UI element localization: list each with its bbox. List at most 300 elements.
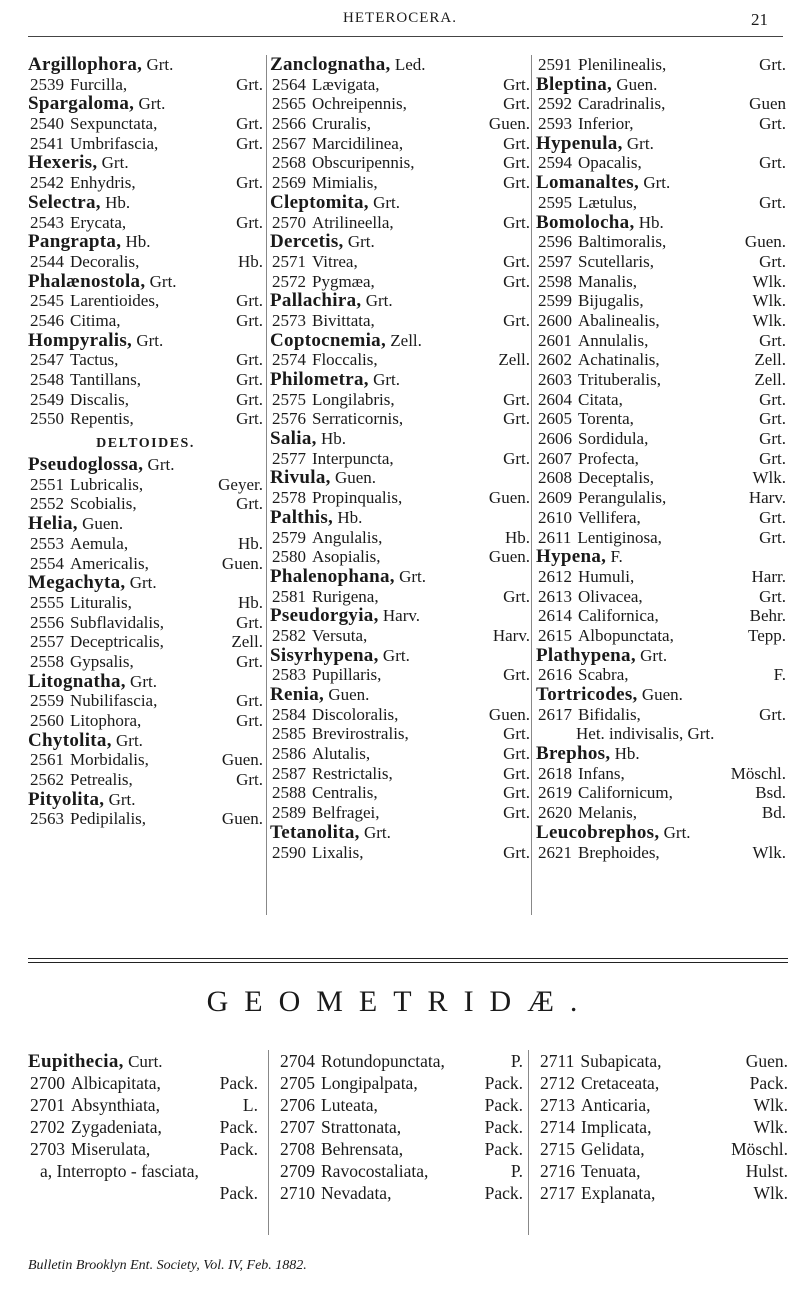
species-number: 2544	[30, 251, 64, 271]
species-entry	[278, 1050, 523, 1072]
species-name: Deceptricalis,	[70, 632, 164, 652]
species-number: 2554	[30, 553, 64, 573]
species-name: Implicata,	[581, 1117, 652, 1137]
genus-heading	[270, 55, 530, 75]
species-entry	[538, 1072, 788, 1094]
species-author: Grt.	[759, 192, 786, 212]
species-number: 2712	[540, 1073, 575, 1093]
species-author: Hulst.	[745, 1161, 788, 1181]
species-number: 2558	[30, 651, 64, 671]
species-entry	[536, 350, 786, 370]
species-number: 2596	[538, 232, 572, 252]
species-name: Brephoides,	[578, 842, 660, 862]
genus-author: Hb.	[614, 744, 640, 764]
species-name: Opacalis,	[578, 153, 642, 173]
species-name: Humuli,	[578, 566, 635, 586]
species-name: Albopunctata,	[578, 625, 674, 645]
species-number: 2588	[272, 783, 306, 803]
species-name: Luteata,	[321, 1095, 378, 1115]
species-number: 2557	[30, 632, 64, 652]
genus-heading	[270, 291, 530, 311]
genus-heading	[28, 731, 263, 751]
species-entry	[536, 606, 786, 626]
species-number: 2553	[30, 533, 64, 553]
species-number: 2539	[30, 74, 64, 94]
species-entry	[270, 803, 530, 823]
genus-heading	[270, 232, 530, 252]
species-author: Grt.	[236, 612, 263, 632]
species-entry	[536, 153, 786, 173]
species-number: 2700	[30, 1073, 65, 1093]
species-author: Grt.	[503, 409, 530, 429]
species-entry	[536, 390, 786, 410]
species-author: Grt.	[759, 114, 786, 134]
species-author: Harv.	[748, 488, 786, 508]
species-name: Ravocostaliata,	[321, 1161, 429, 1181]
species-number: 2603	[538, 370, 572, 389]
genus-author: Grt.	[149, 271, 177, 291]
species-name: Atrilineella,	[312, 212, 394, 232]
genus-name: Chytolita,	[28, 730, 112, 751]
species-number: 2710	[280, 1183, 315, 1203]
species-name: Subapicata,	[580, 1051, 662, 1071]
species-author: Zell.	[754, 370, 786, 389]
species-number: 2704	[280, 1051, 315, 1071]
species-author: Zell.	[754, 350, 786, 370]
genus-name: Brephos,	[536, 744, 611, 764]
species-entry	[28, 311, 263, 331]
geometridae-checklist	[28, 1050, 788, 1240]
genus-heading	[270, 331, 530, 351]
species-name: Abalinealis,	[578, 310, 660, 330]
species-entry	[270, 350, 530, 370]
species-entry	[536, 370, 786, 390]
genus-heading	[536, 75, 786, 95]
species-entry	[270, 626, 530, 646]
species-author: Grt.	[236, 74, 263, 94]
genus-heading	[270, 567, 530, 587]
species-author: Tepp.	[748, 625, 786, 645]
genus-name: Salia,	[270, 429, 317, 449]
species-name: Scutellaris,	[578, 251, 655, 271]
species-entry	[536, 508, 786, 528]
genus-name: Selectra,	[28, 192, 101, 213]
species-number: 2620	[538, 803, 572, 823]
species-name: Infans,	[578, 763, 625, 783]
species-name: Scobialis,	[70, 494, 137, 514]
genus-name: Megachyta,	[28, 573, 126, 593]
species-author: Hb.	[237, 251, 263, 271]
species-name: Angulalis,	[312, 527, 383, 547]
column-2	[270, 55, 530, 862]
species-number: 2602	[538, 350, 572, 370]
species-name: Sordidula,	[578, 429, 649, 449]
species-name: Marcidilinea,	[312, 133, 404, 153]
genus-author: Hb.	[337, 507, 363, 527]
species-entry	[536, 468, 786, 488]
species-author: Grt.	[503, 74, 530, 94]
genus-author: Grt.	[373, 192, 400, 212]
species-entry	[536, 488, 786, 508]
genus-heading	[28, 672, 263, 692]
running-head	[0, 8, 800, 34]
species-entry	[270, 311, 530, 331]
genus-name: Rivula,	[270, 468, 331, 489]
genus-heading	[270, 685, 530, 705]
species-number: 2600	[538, 310, 572, 330]
species-number: 2701	[30, 1095, 65, 1115]
species-author: Guen.	[488, 547, 530, 567]
species-name: Nubilifascia,	[70, 691, 158, 711]
species-entry	[538, 1138, 788, 1160]
species-author: Grt.	[759, 153, 786, 173]
species-author: Grt.	[503, 586, 530, 606]
species-entry	[28, 632, 263, 652]
species-number: 2599	[538, 291, 572, 311]
species-name: Lætulus,	[578, 192, 638, 212]
species-number: 2592	[538, 94, 572, 114]
genus-name: Dercetis,	[270, 232, 344, 252]
genus-author: Grt.	[382, 645, 410, 665]
genus-name: Tortricodes,	[536, 685, 638, 705]
genus-name: Phalenophana,	[270, 566, 395, 587]
genus-author: Guen.	[328, 685, 370, 704]
genus-name: Phalænostola,	[28, 271, 146, 292]
species-entry	[28, 252, 263, 272]
species-entry	[270, 587, 530, 607]
species-entry	[270, 252, 530, 272]
species-number: 2613	[538, 586, 572, 606]
species-name: Californicum,	[578, 783, 673, 803]
species-number: 2578	[272, 488, 306, 508]
species-author: Pack.	[484, 1139, 523, 1159]
species-author: Bsd.	[755, 783, 786, 803]
genus-author: Grt.	[363, 822, 391, 842]
species-author: Harv.	[492, 625, 530, 645]
species-number: 2566	[272, 114, 306, 134]
species-author: Grt.	[503, 94, 530, 114]
species-author: Grt.	[503, 153, 530, 173]
genus-name: Philometra,	[270, 370, 369, 390]
species-entry	[270, 75, 530, 95]
species-name: Annulalis,	[578, 330, 649, 350]
species-name: Citata,	[578, 389, 623, 409]
species-entry	[270, 153, 530, 173]
species-number: 2615	[538, 625, 572, 645]
species-number: 2576	[272, 409, 306, 429]
species-number: 2559	[30, 691, 64, 711]
species-author: Wlk.	[752, 271, 786, 291]
species-number: 2617	[538, 704, 572, 724]
species-name: Citima,	[70, 310, 121, 330]
species-author: Grt.	[236, 212, 263, 232]
species-entry	[536, 449, 786, 469]
species-number: 2572	[272, 271, 306, 291]
genus-author: Grt.	[108, 789, 136, 809]
genus-author: Grt.	[101, 153, 129, 173]
species-number: 2589	[272, 803, 306, 823]
species-author: Grt.	[236, 370, 263, 389]
species-author: Grt.	[236, 114, 263, 134]
species-entry	[270, 449, 530, 469]
genus-heading	[270, 508, 530, 528]
species-entry	[270, 272, 530, 292]
bottom-column-1	[28, 1050, 258, 1204]
species-author: Grt.	[503, 389, 530, 409]
species-entry	[28, 114, 263, 134]
species-number: 2564	[272, 74, 306, 94]
species-author: Guen.	[221, 553, 263, 573]
species-number: 2570	[272, 212, 306, 232]
genus-heading	[28, 514, 263, 534]
species-entry	[270, 547, 530, 567]
species-name: Ochreipennis,	[312, 94, 407, 114]
genus-author: Grt.	[365, 291, 393, 311]
species-name: Aemula,	[70, 533, 129, 553]
species-number: 2706	[280, 1095, 315, 1115]
genus-name: Hexeris,	[28, 153, 98, 174]
species-entry	[270, 764, 530, 784]
genus-author: Guen.	[334, 468, 377, 488]
species-author: Grt.	[759, 704, 786, 724]
species-author: Grt.	[236, 651, 263, 671]
genus-name: Palthis,	[270, 507, 334, 528]
species-name: Umbrifascia,	[70, 133, 159, 153]
species-number: 2618	[538, 763, 572, 783]
genus-author: Grt.	[663, 822, 691, 842]
species-number: 2583	[272, 665, 306, 685]
genus-heading	[536, 213, 786, 233]
genus-heading	[270, 468, 530, 488]
species-entry	[270, 213, 530, 233]
species-author: Wlk.	[752, 842, 786, 862]
species-name: Perangulalis,	[578, 488, 667, 508]
genus-name: Argillophora,	[28, 55, 143, 75]
species-name: Tantillans,	[70, 370, 142, 389]
species-name: Lubricalis,	[70, 474, 144, 494]
genus-name: Bomolocha,	[536, 212, 635, 233]
species-number: 2605	[538, 409, 572, 429]
species-entry	[536, 114, 786, 134]
species-author: Grt.	[503, 803, 530, 823]
genus-author: Grt.	[130, 671, 157, 691]
species-author: Grt.	[503, 310, 530, 330]
genus-heading	[270, 429, 530, 449]
species-author: Behr.	[749, 606, 786, 626]
genus-author: Grt.	[138, 94, 166, 114]
species-author: Guen.	[745, 1051, 788, 1071]
species-author: Pack.	[219, 1073, 258, 1093]
species-number: 2616	[538, 665, 572, 685]
species-author: Grt.	[236, 691, 263, 711]
species-name: Vellifera,	[578, 507, 641, 527]
species-name: Enhydris,	[70, 173, 136, 193]
genus-author: Grt.	[373, 370, 400, 389]
continuation-line: Het. indivisalis, Grt.	[576, 724, 715, 744]
species-number: 2604	[538, 389, 572, 409]
species-entry	[536, 665, 786, 685]
species-number: 2703	[30, 1139, 65, 1159]
species-author: P.	[510, 1161, 523, 1181]
species-entry	[270, 705, 530, 725]
species-author: Grt.	[759, 527, 786, 547]
species-author: Pack.	[219, 1139, 258, 1159]
species-entry	[28, 1094, 258, 1116]
species-entry	[28, 613, 263, 633]
genus-heading	[270, 646, 530, 666]
species-entry	[536, 783, 786, 803]
species-name: Erycata,	[70, 212, 127, 232]
genus-name: Pityolita,	[28, 789, 105, 810]
genus-author: Grt.	[347, 232, 375, 252]
species-name: Rurigena,	[312, 586, 379, 606]
species-author: Grt.	[236, 711, 263, 730]
genus-heading	[270, 606, 530, 626]
species-entry	[28, 534, 263, 554]
genus-name: Cleptomita,	[270, 192, 369, 213]
genus-author: Hb.	[105, 192, 131, 212]
genus-name: Pallachira,	[270, 291, 362, 311]
species-number: 2585	[272, 724, 306, 744]
species-author: Guen.	[488, 488, 530, 508]
genus-name: Renia,	[270, 685, 325, 705]
species-author: Guen.	[221, 809, 263, 829]
genus-name: Hompyralis,	[28, 330, 133, 351]
genus-heading	[536, 646, 786, 666]
species-author: Grt.	[503, 133, 530, 153]
species-author: Möschl.	[731, 1139, 788, 1159]
genus-heading	[270, 193, 530, 213]
species-author: Grt.	[503, 783, 530, 803]
species-entry	[538, 1094, 788, 1116]
species-entry	[536, 272, 786, 292]
species-entry	[28, 554, 263, 574]
species-number: 2601	[538, 330, 572, 350]
species-author: Guen	[749, 94, 786, 114]
species-entry	[28, 1138, 258, 1160]
species-number: 2574	[272, 350, 306, 370]
species-entry	[28, 494, 263, 514]
species-name: Floccalis,	[312, 350, 378, 370]
species-entry	[536, 803, 786, 823]
genus-author: Guen.	[641, 685, 683, 704]
header-rule	[28, 36, 783, 37]
species-author: Grt.	[759, 507, 786, 527]
genus-heading	[28, 94, 263, 114]
genus-name: Zanclognatha,	[270, 55, 391, 75]
species-author: Pack.	[484, 1073, 523, 1093]
species-author: Grt.	[503, 251, 530, 271]
species-number: 2594	[538, 153, 572, 173]
species-author: Grt.	[236, 173, 263, 193]
species-entry	[536, 626, 786, 646]
species-entry	[270, 783, 530, 803]
species-author: Grt.	[503, 212, 530, 232]
species-author: Grt.	[503, 744, 530, 764]
species-name: Morbidalis,	[70, 750, 149, 770]
genus-name: Tetanolita,	[270, 822, 360, 843]
species-number: 2614	[538, 606, 572, 626]
column-divider	[531, 55, 532, 915]
species-author: Grt.	[503, 448, 530, 468]
species-entry	[28, 1072, 258, 1094]
genus-author: F.	[610, 547, 623, 567]
genus-author: Guen.	[82, 514, 124, 534]
species-name: Repentis,	[70, 409, 134, 429]
species-author: Pack.	[749, 1073, 788, 1093]
species-name: Deceptalis,	[578, 468, 654, 488]
species-entry	[278, 1116, 523, 1138]
species-number: 2587	[272, 763, 306, 783]
species-entry	[270, 528, 530, 548]
species-number: 2540	[30, 114, 64, 134]
species-author: Guen.	[488, 704, 530, 724]
journal-citation: Bulletin Brooklyn Ent. Society, Vol. IV, Feb. 1882.	[28, 1258, 307, 1273]
species-name: Asopialis,	[312, 547, 381, 567]
genus-author: Grt.	[146, 55, 174, 74]
genus-heading	[28, 232, 263, 252]
genus-name: Lomanaltes,	[536, 173, 640, 193]
species-number: 2586	[272, 744, 306, 764]
species-author: Wlk.	[753, 1183, 788, 1203]
species-number: 2612	[538, 566, 572, 586]
genus-heading	[28, 153, 263, 173]
species-number: 2584	[272, 704, 306, 724]
species-number: 2579	[272, 527, 306, 547]
genus-heading	[536, 685, 786, 705]
genus-heading	[536, 547, 786, 567]
species-name: Zygadeniata,	[71, 1117, 162, 1137]
species-entry	[28, 291, 263, 311]
species-name: Anticaria,	[581, 1095, 651, 1115]
genus-author: Harv.	[382, 606, 421, 626]
genus-heading	[28, 193, 263, 213]
section-divider	[28, 958, 788, 959]
running-title: HETEROCERA.	[343, 10, 457, 26]
species-name: Belfragei,	[312, 803, 380, 823]
species-number: 2621	[538, 842, 572, 862]
species-author: Möschl.	[730, 763, 786, 783]
species-entry	[278, 1072, 523, 1094]
genus-name: Litognatha,	[28, 671, 126, 692]
genus-name: Bleptina,	[536, 74, 613, 95]
species-name: Olivacea,	[578, 586, 643, 606]
genus-author: Grt.	[640, 645, 668, 665]
species-number: 2568	[272, 153, 306, 173]
species-name: Profecta,	[578, 448, 639, 468]
genus-name: Pseudorgyia,	[270, 606, 379, 626]
genus-heading	[28, 331, 263, 351]
species-number: 2569	[272, 173, 306, 193]
species-name: Baltimoralis,	[578, 232, 667, 252]
species-name: Plenilinealis,	[578, 55, 667, 74]
genus-name: Coptocnemia,	[270, 330, 387, 351]
species-author: Grt.	[503, 173, 530, 193]
species-name: Subflavidalis,	[70, 612, 164, 632]
genus-name: Pseudoglossa,	[28, 455, 144, 475]
species-number: 2580	[272, 547, 306, 567]
species-author: L.	[242, 1095, 258, 1115]
species-number: 2561	[30, 750, 64, 770]
bottom-column-3	[538, 1050, 788, 1204]
species-author: Pack.	[484, 1117, 523, 1137]
species-entry	[28, 770, 263, 790]
species-number: 2708	[280, 1139, 315, 1159]
species-entry	[28, 134, 263, 154]
species-author: Grt.	[759, 55, 786, 74]
species-entry	[536, 429, 786, 449]
species-name: Tenuata,	[581, 1161, 641, 1181]
